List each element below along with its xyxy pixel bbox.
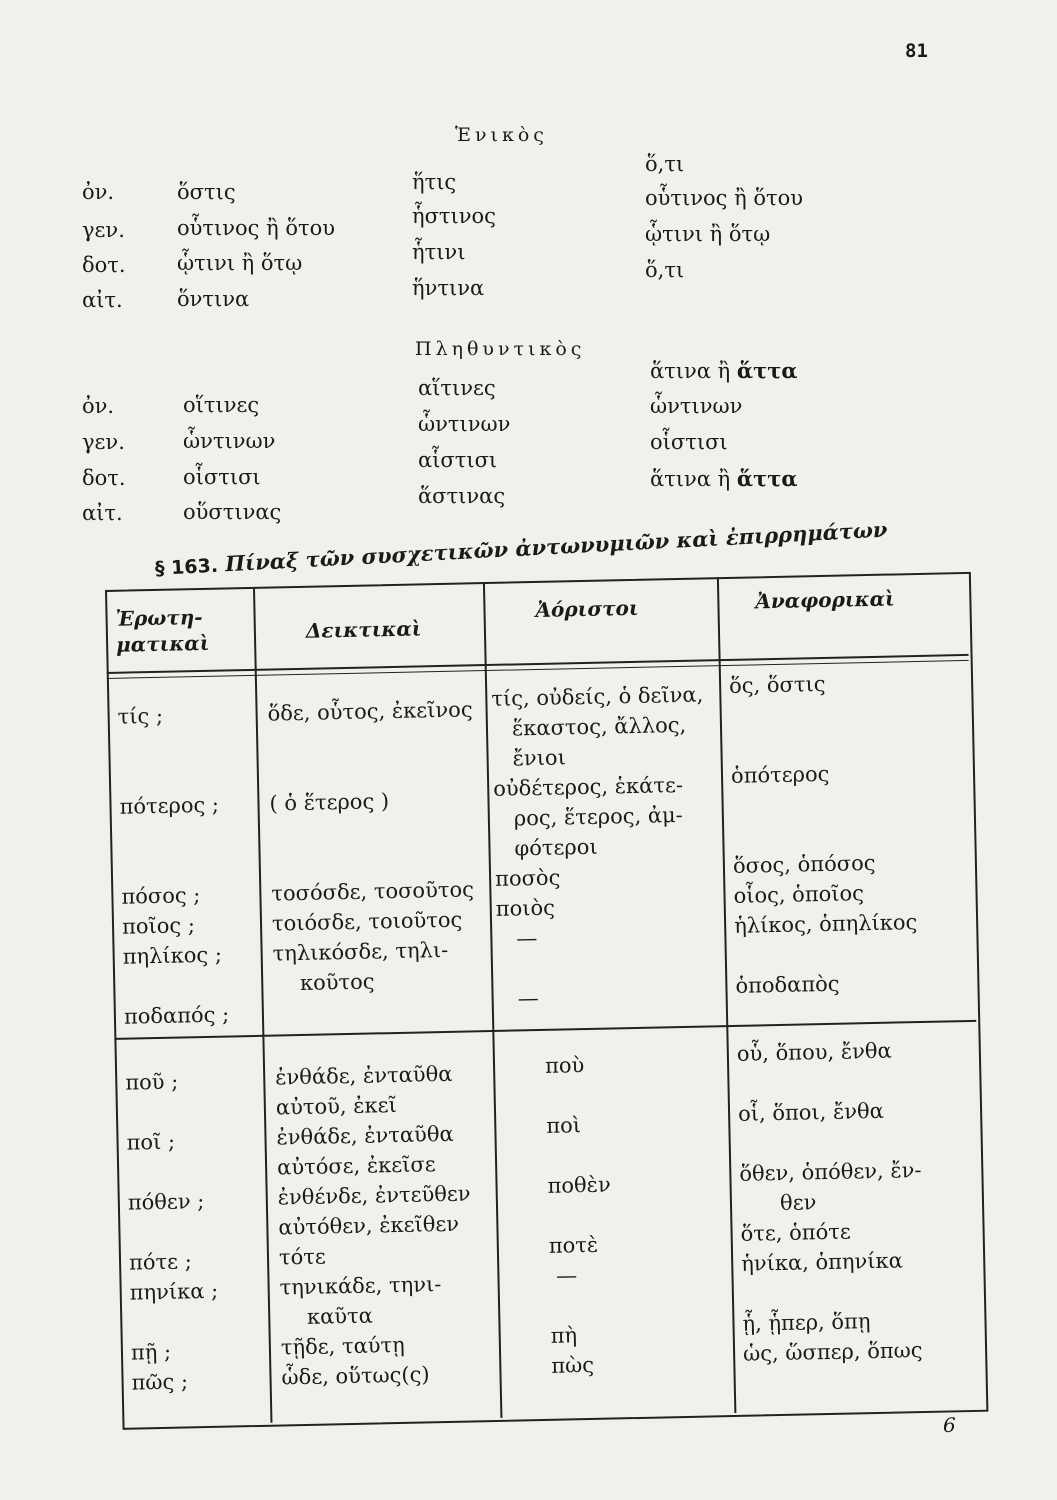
group2-relative-cell: οὗ, ὅπου, ἔνθα οἷ, ὅποι, ἔνθα ὅθεν, ὁπόθεν, ἔν- θεν ὅτε, ὁπότε ἡνίκα, ὁπηνίκα ᾗ, ᾗπερ, ὅπῃ ὡς, ὥσπερ, ὅπως bbox=[736, 1038, 923, 1366]
section-symbol: § 163. bbox=[154, 554, 219, 580]
header-indefinite: Ἀόριστοι bbox=[535, 595, 639, 622]
singular-masc-form: ᾧτινι ἢ ὅτῳ bbox=[177, 251, 303, 275]
singular-fem-form: ἥτις bbox=[412, 170, 457, 194]
singular-masc-form: ὅστις bbox=[177, 180, 236, 204]
singular-fem-form: ἧστινος bbox=[412, 204, 496, 228]
plural-neut-variant: ἅττα bbox=[736, 358, 798, 383]
plural-fem-form: αἷστισι bbox=[418, 448, 498, 472]
singular-heading: Ἑνικὸς bbox=[455, 124, 548, 146]
page-number: 81 bbox=[905, 40, 928, 62]
case-label: δοτ. bbox=[82, 466, 126, 490]
group2-demonstrative-cell: ἐνθάδε, ἐνταῦθα αὐτοῦ, ἐκεῖ ἐνθάδε, ἐνταῦθα αὐτόσε, ἐκεῖσε ἐνθένδε, ἐντεῦθεν αὐτόθεν, ἐκεῖθεν τότε τηνικάδε, τηνι- καῦτα τῇδε, ταύτῃ ὧδε, οὕτως(ς) bbox=[274, 1061, 471, 1390]
plural-masc-form: οἷστισι bbox=[183, 465, 261, 489]
plural-neut-variant: ἅττα bbox=[736, 466, 798, 491]
singular-fem-form: ἧτινι bbox=[412, 240, 466, 264]
case-label: γεν. bbox=[82, 430, 125, 454]
plural-neut-form bbox=[650, 394, 742, 418]
group1-interrogative-cell: τίς ; πότερος ; πόσος ; ποῖος ; πηλίκος ; ποδαπός ; bbox=[117, 703, 230, 1029]
plural-neut-text: ὧντινων bbox=[650, 394, 743, 418]
header-demonstrative: Δεικτικαὶ bbox=[305, 616, 422, 643]
singular-fem-form: ἥντινα bbox=[412, 276, 485, 300]
header-interrogative bbox=[115, 604, 209, 658]
singular-neut-form: οὗτινος ἢ ὅτου bbox=[645, 186, 804, 210]
plural-masc-form: οὕστινας bbox=[183, 500, 282, 524]
header-interrogative-text: Ἐρωτη- ματικαὶ bbox=[115, 604, 210, 657]
plural-masc-form: ὧντινων bbox=[183, 429, 276, 453]
singular-masc-form: ὅντινα bbox=[177, 287, 250, 311]
plural-fem-form: ὧντινων bbox=[418, 412, 511, 436]
plural-neut-text: οἷστισι bbox=[650, 430, 728, 454]
case-label: ὀν. bbox=[82, 180, 115, 204]
plural-neut-form bbox=[650, 466, 798, 491]
correlatives-table bbox=[105, 572, 988, 1430]
singular-neut-form: ὅ,τι bbox=[645, 152, 685, 176]
header-relative: Ἀναφορικαὶ bbox=[755, 586, 895, 614]
case-label: αἰτ. bbox=[82, 288, 123, 312]
section-title-text: Πίναξ τῶν συσχετικῶν ἀντωνυμιῶν καὶ ἐπιρρημάτων bbox=[224, 516, 888, 577]
singular-neut-form: ᾧτινι ἢ ὅτῳ bbox=[645, 222, 771, 246]
case-label: γεν. bbox=[82, 218, 125, 242]
section-title bbox=[154, 517, 888, 580]
case-label: αἰτ. bbox=[82, 501, 123, 525]
plural-neut-text: ἅτινα ἢ bbox=[650, 359, 737, 383]
singular-masc-form: οὗτινος ἢ ὅτου bbox=[177, 216, 336, 240]
plural-fem-form: ἅστινας bbox=[418, 484, 506, 508]
plural-neut-form bbox=[650, 358, 798, 383]
group1-demonstrative-cell: ὅδε, οὗτος, ἐκεῖνος ( ὁ ἕτερος ) τοσόσδε, τοσοῦτος τοιόσδε, τοιοῦτος τηλικόσδε, τηλι- κοῦτος bbox=[267, 697, 475, 996]
case-label: δοτ. bbox=[82, 253, 126, 277]
group2-interrogative-cell: ποῦ ; ποῖ ; πόθεν ; πότε ; πηνίκα ; πῇ ; πῶς ; bbox=[125, 1069, 219, 1395]
plural-fem-form: αἵτινες bbox=[418, 376, 496, 400]
plural-masc-form: οἵτινες bbox=[183, 393, 260, 417]
plural-neut-form bbox=[650, 430, 728, 454]
singular-neut-form: ὅ,τι bbox=[645, 258, 685, 282]
plural-neut-text: ἅτινα ἢ bbox=[650, 467, 737, 491]
signature-mark: 6 bbox=[943, 1413, 956, 1437]
group1-indefinite-cell: τίς, οὐδείς, ὁ δεῖνα, ἕκαστος, ἄλλος, ἔνιοι οὐδέτερος, ἑκάτε- ρος, ἕτερος, ἀμ- φότεροι ποσὸς ποιὸς — — bbox=[491, 682, 704, 1011]
group2-indefinite-cell: ποὺ ποὶ ποθὲν ποτὲ — πὴ πὼς bbox=[544, 1053, 611, 1378]
plural-heading: Πληθυντικὸς bbox=[415, 338, 586, 360]
case-label: ὀν. bbox=[82, 394, 115, 418]
group1-relative-cell: ὅς, ὅστις ὁπότερος ὅσος, ὁπόσος οἷος, ὁποῖος ἡλίκος, ὁπηλίκος ὁποδαπὸς bbox=[728, 671, 918, 998]
